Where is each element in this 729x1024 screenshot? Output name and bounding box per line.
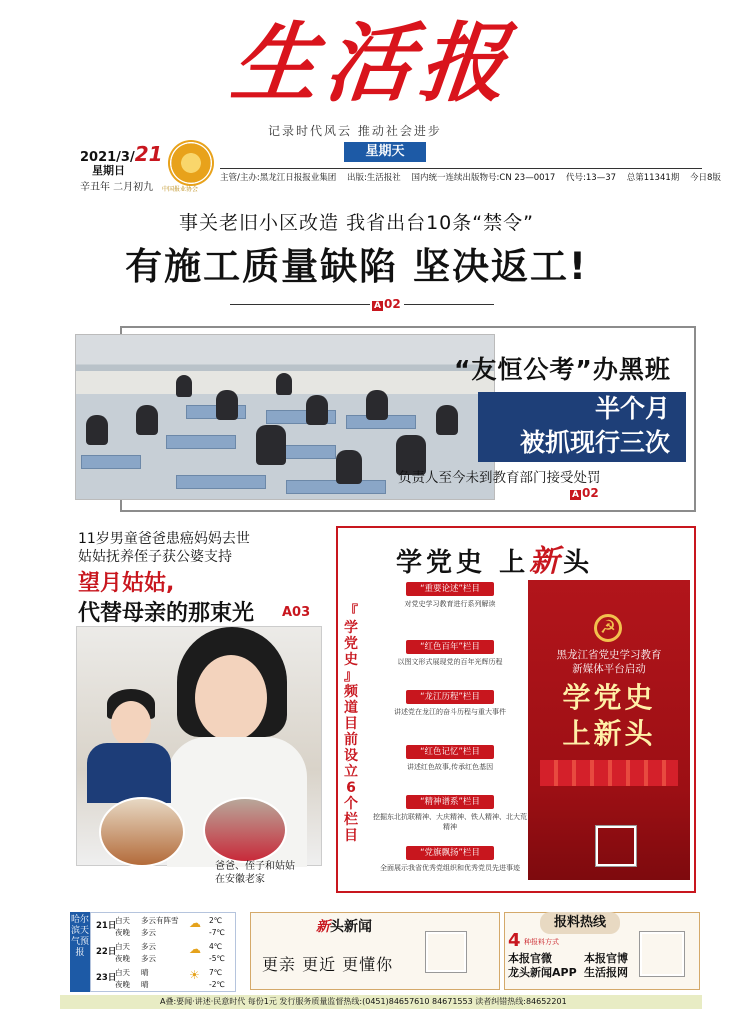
weather-time: 白天 夜晚 <box>115 942 130 963</box>
lead-page-ref[interactable] <box>372 297 401 311</box>
page-prefix: A <box>572 490 579 500</box>
poster-decoration <box>540 760 678 786</box>
story3-headline-2[interactable]: 代替母亲的那束光 <box>78 601 255 626</box>
column-item[interactable] <box>370 582 530 609</box>
vertical-char: 『 <box>344 604 358 620</box>
title-part: 新 <box>529 544 564 579</box>
masthead-title: 生活报 <box>226 13 520 114</box>
hotline-count: 4 <box>508 930 521 951</box>
footer-info: A叠:要闻·讲述·民意时代 每份1元 发行服务质量监督热线:(0451)84657610 84671553 读者纠错热线:84652201 <box>60 995 702 1009</box>
association-logo-icon <box>168 140 214 186</box>
column-tag: “龙江历程”栏目 <box>406 690 494 704</box>
app-label[interactable] <box>508 952 577 980</box>
story2-box-line1: 半个月 <box>594 394 670 423</box>
qr-code-icon[interactable] <box>426 932 466 972</box>
page-prefix: A <box>374 301 381 311</box>
weather-day: 22日 <box>96 947 117 957</box>
logo-part: 头新闻 <box>330 919 372 935</box>
weather-table <box>90 912 236 992</box>
weather-time: 白天 夜晚 <box>115 968 130 989</box>
title-part: 上 <box>499 548 530 578</box>
story2-title[interactable]: “友恒公考”办黑班 <box>454 355 671 384</box>
hotline-label: 报料热线 <box>540 912 620 934</box>
lunar-date: 辛丑年 二月初九 <box>80 182 154 193</box>
poster-big-line: 上新头 <box>562 717 656 750</box>
vertical-char: 立 <box>344 764 358 780</box>
story3-kicker-line2: 姑姑抚养侄子获公婆支持 <box>78 549 232 565</box>
poster-line: 新媒体平台启动 <box>572 663 646 675</box>
column-desc: 挖掘东北抗联精神、大庆精神、铁人精神、北大荒精神 <box>373 813 527 831</box>
vertical-char: 个 <box>344 796 358 812</box>
vertical-char: 6 <box>346 780 356 796</box>
weather-condition: 晴 晴 <box>141 968 149 989</box>
column-tag: “红色记忆”栏目 <box>406 745 494 759</box>
title-part: 头 <box>563 548 594 578</box>
divider <box>230 304 370 305</box>
publication-info <box>220 168 721 186</box>
story2-page-ref[interactable] <box>570 486 599 500</box>
logo-part: 新 <box>316 919 330 935</box>
story2-box-line2: 被抓现行三次 <box>519 428 670 457</box>
vertical-char: 栏 <box>344 812 358 828</box>
vertical-char: 史 <box>344 652 358 668</box>
poster-title <box>532 680 686 752</box>
vertical-char: 目 <box>344 828 358 844</box>
vertical-char: 前 <box>344 732 358 748</box>
column-tag: “精神谱系”栏目 <box>406 795 494 809</box>
column-item[interactable] <box>370 690 530 717</box>
weather-temp: 4℃ -5℃ <box>209 942 225 963</box>
family-photo-caption <box>215 860 295 886</box>
channel-vertical-label <box>340 604 362 842</box>
pub-item: 出版:生活报社 <box>346 173 401 183</box>
story3-kicker-line1: 11岁男童爸爸患癌妈妈去世 <box>78 531 250 547</box>
caption-line: 在安徽老家 <box>215 874 265 885</box>
pub-item: 主管/主办:黑龙江日报报业集团 <box>220 173 337 183</box>
weather-day: 23日 <box>96 973 117 983</box>
qr-code-icon[interactable] <box>640 932 684 976</box>
label-line: 本报官微 <box>508 952 552 965</box>
column-desc: 对党史学习教育进行系列解读 <box>404 600 496 608</box>
pub-item: 总第11341期 <box>626 173 680 183</box>
cloud-icon: ☁ <box>189 916 201 930</box>
date-day: 21 <box>134 142 163 166</box>
weather-day: 21日 <box>96 921 117 931</box>
column-item[interactable] <box>370 745 530 772</box>
logo-caption: 中国报业协会 <box>162 186 199 193</box>
vertical-char: 频 <box>344 684 358 700</box>
lead-headline[interactable]: 有施工质量缺陷 坚决返工! <box>125 245 588 288</box>
vertical-char: 道 <box>344 700 358 716</box>
column-desc: 讲述党在龙江的奋斗历程与重大事件 <box>394 708 506 716</box>
poster-big-line: 学党史 <box>562 681 656 714</box>
poster-caption <box>532 648 686 676</box>
column-tag: “党旗飘扬”栏目 <box>406 846 494 860</box>
vertical-char: 设 <box>344 748 358 764</box>
story2-subtitle: 负责人至今未到教育部门接受处罚 <box>398 470 601 486</box>
weather-condition: 多云有阵雪 多云 <box>141 916 179 937</box>
weather-temp: 2℃ -7℃ <box>209 916 225 937</box>
party-emblem-icon: ☭ <box>594 614 622 642</box>
family-photo[interactable] <box>76 626 322 866</box>
weather-label: 哈尔滨天气预报 <box>70 912 90 992</box>
column-item[interactable] <box>370 640 530 667</box>
edition-badge: 星期天 <box>344 142 426 162</box>
story3-headline-1[interactable]: 望月姑姑, <box>78 571 175 596</box>
title-part: 学党史 <box>396 548 487 578</box>
column-tag: “重要论述”栏目 <box>406 582 494 596</box>
pub-item: 今日8版 <box>689 173 721 183</box>
vertical-char: 目 <box>344 716 358 732</box>
lead-subhead[interactable]: 事关老旧小区改造 我省出台10条“禁令” <box>179 212 534 234</box>
column-item[interactable] <box>370 795 530 832</box>
sun-icon: ☀ <box>189 968 200 982</box>
hotline-count-label: 种报料方式 <box>524 938 559 946</box>
story3-page-ref[interactable]: A03 <box>282 605 311 620</box>
party-history-title[interactable] <box>396 536 593 580</box>
xintou-news-logo <box>316 916 372 936</box>
page-number: 02 <box>383 297 401 311</box>
weather-row <box>91 940 237 966</box>
vertical-char: 』 <box>344 668 358 684</box>
column-item[interactable] <box>370 846 530 873</box>
cloud-icon: ☁ <box>189 942 201 956</box>
weekday: 星期日 <box>92 164 125 177</box>
page-number: 02 <box>581 486 599 500</box>
weibo-label[interactable] <box>584 952 628 980</box>
vertical-char: 党 <box>344 636 358 652</box>
column-desc: 讲述红色故事,传承红色基因 <box>406 763 494 771</box>
label-line: 龙头新闻APP <box>508 966 577 979</box>
weather-time: 白天 夜晚 <box>115 916 130 937</box>
masthead-slogan: 记录时代风云 推动社会进步 <box>268 124 442 138</box>
label-line: 生活报网 <box>584 966 628 979</box>
vertical-char: 学 <box>344 620 358 636</box>
story2-highlight-box[interactable] <box>478 392 686 462</box>
poster-line: 黑龙江省党史学习教育 <box>556 649 662 661</box>
pub-item: 国内统一连续出版物号:CN 23—0017 <box>411 173 556 183</box>
divider <box>404 304 494 305</box>
weather-row <box>91 966 237 992</box>
qr-code-icon[interactable] <box>596 826 636 866</box>
column-tag: “红色百年”栏目 <box>406 640 494 654</box>
xintou-slogan: 更亲 更近 更懂你 <box>262 955 394 974</box>
pub-item: 代号:13—37 <box>566 173 617 183</box>
weather-row <box>91 914 237 940</box>
column-desc: 全面展示我省优秀党组织和优秀党员先进事迹 <box>380 864 520 872</box>
column-desc: 以图文形式展现党的百年光辉历程 <box>397 658 503 666</box>
label-line: 本报官博 <box>584 952 628 965</box>
date-prefix: 2021/3/ <box>80 150 135 165</box>
weather-condition: 多云 多云 <box>141 942 156 963</box>
weather-temp: 7℃ -2℃ <box>209 968 225 989</box>
caption-line: 爸爸、侄子和姑姑 <box>215 861 295 872</box>
